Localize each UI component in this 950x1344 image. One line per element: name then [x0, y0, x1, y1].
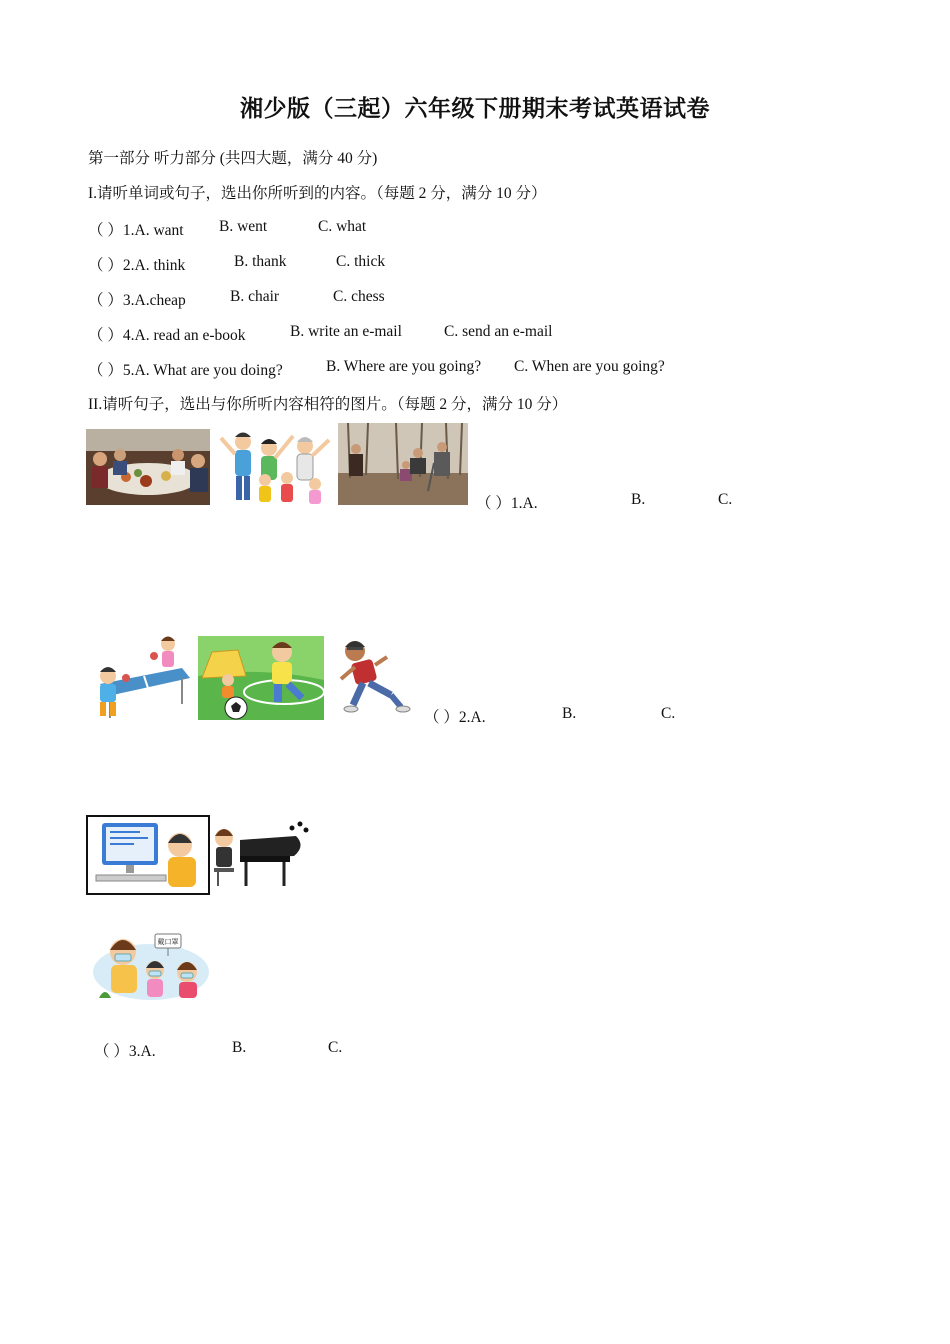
question-2-b: B. thank: [234, 253, 287, 270]
picture-question-1-c: C.: [718, 491, 733, 508]
picture-question-1-b: B.: [631, 491, 646, 508]
question-3-b: B. chair: [230, 288, 280, 305]
question-5-b: B. Where are you going?: [326, 358, 482, 375]
computer-user-cartoon: [86, 815, 210, 895]
picture-question-2-a: （ ）2.A.: [424, 709, 486, 726]
question-2-c: C. thick: [336, 253, 386, 270]
question-3-a: （ ）3.A.cheap: [88, 292, 186, 309]
question-4-c: C. send an e-mail: [444, 323, 553, 340]
family-exercise-cartoon: [217, 428, 333, 505]
family-dinner-photo: [86, 429, 210, 505]
picture-question-2-b: B.: [562, 705, 577, 722]
question-1-b: B. went: [219, 218, 268, 235]
section-one-heading: I.请听单词或句子，选出你所听到的内容。（每题 2 分，满分 10 分）: [88, 185, 547, 202]
question-5-a: （ ）5.A. What are you doing?: [88, 362, 283, 379]
piano-player-cartoon: [210, 816, 310, 895]
question-1-c: C. what: [318, 218, 367, 235]
question-4-b: B. write an e-mail: [290, 323, 402, 340]
section-two-heading: II.请听句子，选出与你所听内容相符的图片。（每题 2 分，满分 10 分）: [88, 396, 568, 413]
picture-question-3-a: （ ）3.A.: [94, 1043, 156, 1060]
picture-question-3-c: C.: [328, 1039, 343, 1056]
wearing-masks-cartoon: [91, 928, 211, 1002]
mask-sign-text: 戴口罩: [157, 938, 179, 946]
running-boy-cartoon: [331, 635, 411, 715]
question-5-c: C. When are you going?: [514, 358, 665, 375]
picture-question-2-c: C.: [661, 705, 676, 722]
playing-football-cartoon: [198, 636, 324, 720]
picture-question-3-b: B.: [232, 1039, 247, 1056]
tree-planting-photo: [338, 423, 468, 505]
question-4-a: （ ）4.A. read an e-book: [88, 327, 246, 344]
part-one-heading: 第一部分 听力部分 (共四大题，满分 40 分): [88, 150, 378, 167]
picture-question-1-a: （ ）1.A.: [476, 495, 538, 512]
question-1-a: （ ）1.A. want: [88, 222, 184, 239]
table-tennis-cartoon: [86, 634, 192, 720]
question-2-a: （ ）2.A. think: [88, 257, 186, 274]
question-3-c: C. chess: [333, 288, 385, 305]
page-title: 湘少版（三起）六年级下册期末考试英语试卷: [240, 96, 710, 122]
